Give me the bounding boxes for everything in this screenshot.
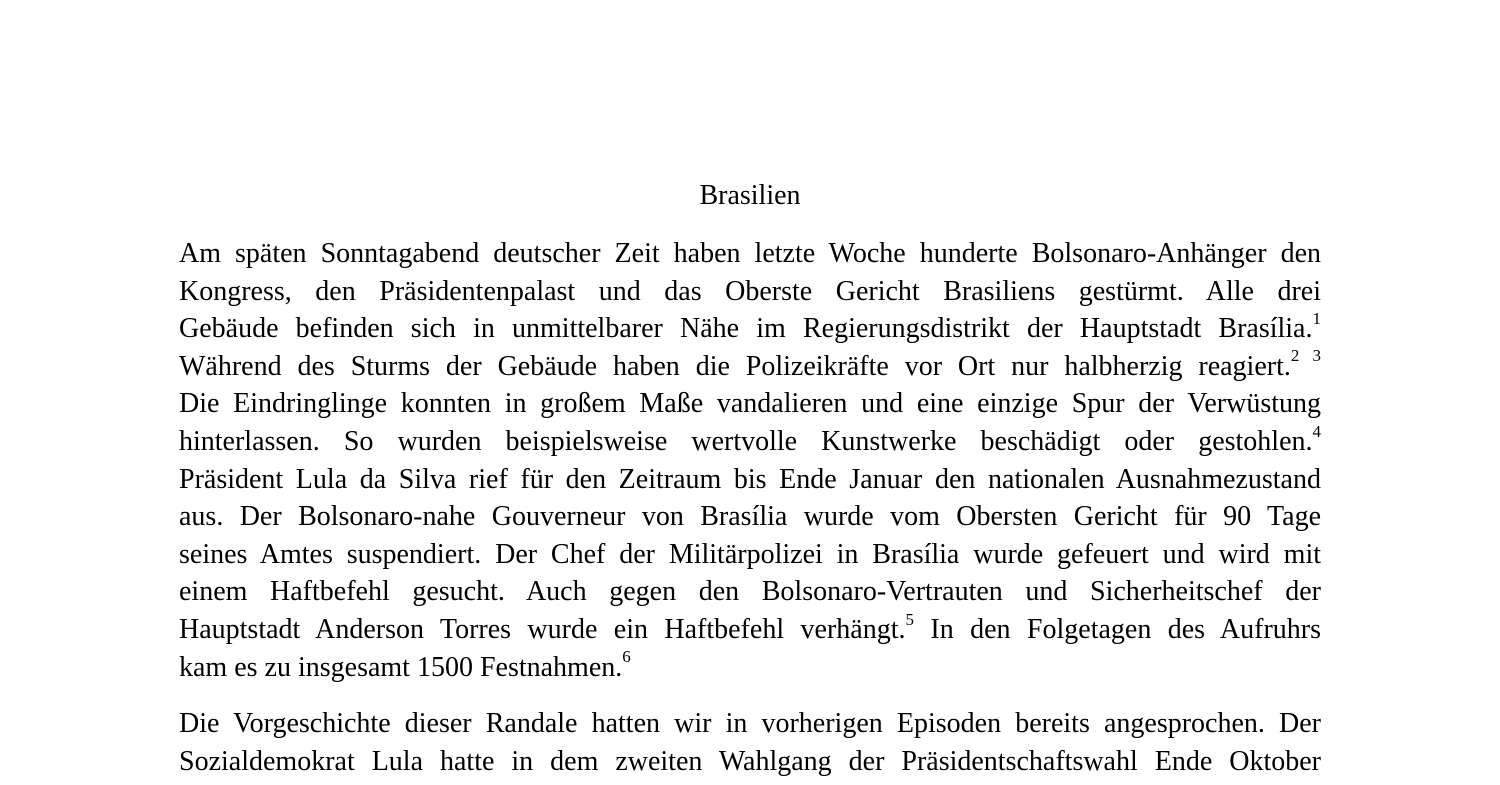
text-line bbox=[179, 235, 1321, 273]
line-text: Am späten Sonntagabend deutscher Zeit haben letzte Woche hunderte Bolsonaro-Anhänger den bbox=[179, 238, 1321, 269]
line-text: seines Amtes suspendiert. Der Chef der Militärpolizei in Brasília wurde gefeuert und wird mit bbox=[179, 538, 1321, 570]
text-line bbox=[179, 310, 1321, 348]
line-text: Präsident Lula da Silva rief für den Zeitraum bis Ende Januar den nationalen Ausnahmezustand bbox=[179, 463, 1321, 495]
text-line bbox=[179, 573, 1321, 611]
line-text: einem Haftbefehl gesucht. Auch gegen den Bolsonaro-Vertrauten und Sicherheitschef der bbox=[179, 576, 1321, 608]
paragraph-2 bbox=[179, 705, 1321, 780]
text-line bbox=[179, 536, 1321, 574]
text-line bbox=[179, 348, 1321, 386]
text-line bbox=[179, 273, 1321, 311]
footnote-ref-4[interactable]: 4 bbox=[1312, 421, 1321, 441]
line-text: Die Eindringlinge konnten in großem Maße vandalieren und eine einzige Spur der Verwüstung bbox=[179, 388, 1321, 420]
line-text: Hauptstadt Anderson Torres wurde ein Haftbefehl verhängt. bbox=[179, 613, 906, 645]
line-text: Kongress, den Präsidentenpalast und das Oberste Gericht Brasiliens gestürmt. Alle drei bbox=[179, 275, 1321, 307]
paragraph-1 bbox=[179, 235, 1321, 686]
line-text-continued: In den Folgetagen des Aufruhrs bbox=[913, 613, 1321, 645]
line-text: Während des Sturms der Gebäude haben die Polizeikräfte vor Ort nur halbherzig reagiert. bbox=[179, 350, 1291, 382]
document-title: Brasilien bbox=[699, 180, 801, 211]
footnote-ref-6[interactable]: 6 bbox=[622, 647, 631, 667]
text-line bbox=[179, 385, 1321, 423]
footnote-ref-2-3[interactable]: 2 3 bbox=[1290, 346, 1322, 366]
text-line bbox=[179, 461, 1321, 499]
text-line bbox=[179, 649, 1321, 687]
line-text: kam es zu insgesamt 1500 Festnahmen. bbox=[179, 651, 623, 683]
line-text: hinterlassen. So wurden beispielsweise wertvolle Kunstwerke beschädigt oder gestohlen. bbox=[179, 425, 1313, 457]
line-text: Die Vorgeschichte dieser Randale hatten wir in vorherigen Episoden bereits angesprochen. Der bbox=[179, 708, 1321, 739]
text-line bbox=[179, 498, 1321, 536]
text-line bbox=[179, 611, 1321, 649]
line-text: Sozialdemokrat Lula hatte in dem zweiten Wahlgang der Präsidentschaftswahl Ende Oktober bbox=[179, 745, 1321, 777]
line-text: Gebäude befinden sich in unmittelbarer Nähe im Regierungsdistrikt der Hauptstadt Brasília. bbox=[179, 313, 1313, 345]
footnote-ref-5[interactable]: 5 bbox=[905, 609, 914, 629]
text-line bbox=[179, 743, 1321, 781]
footnote-ref-1[interactable]: 1 bbox=[1312, 308, 1321, 328]
text-line bbox=[179, 705, 1321, 743]
line-text: aus. Der Bolsonaro-nahe Gouverneur von Brasília wurde vom Obersten Gericht für 90 Tage bbox=[179, 501, 1321, 533]
text-line bbox=[179, 423, 1321, 461]
